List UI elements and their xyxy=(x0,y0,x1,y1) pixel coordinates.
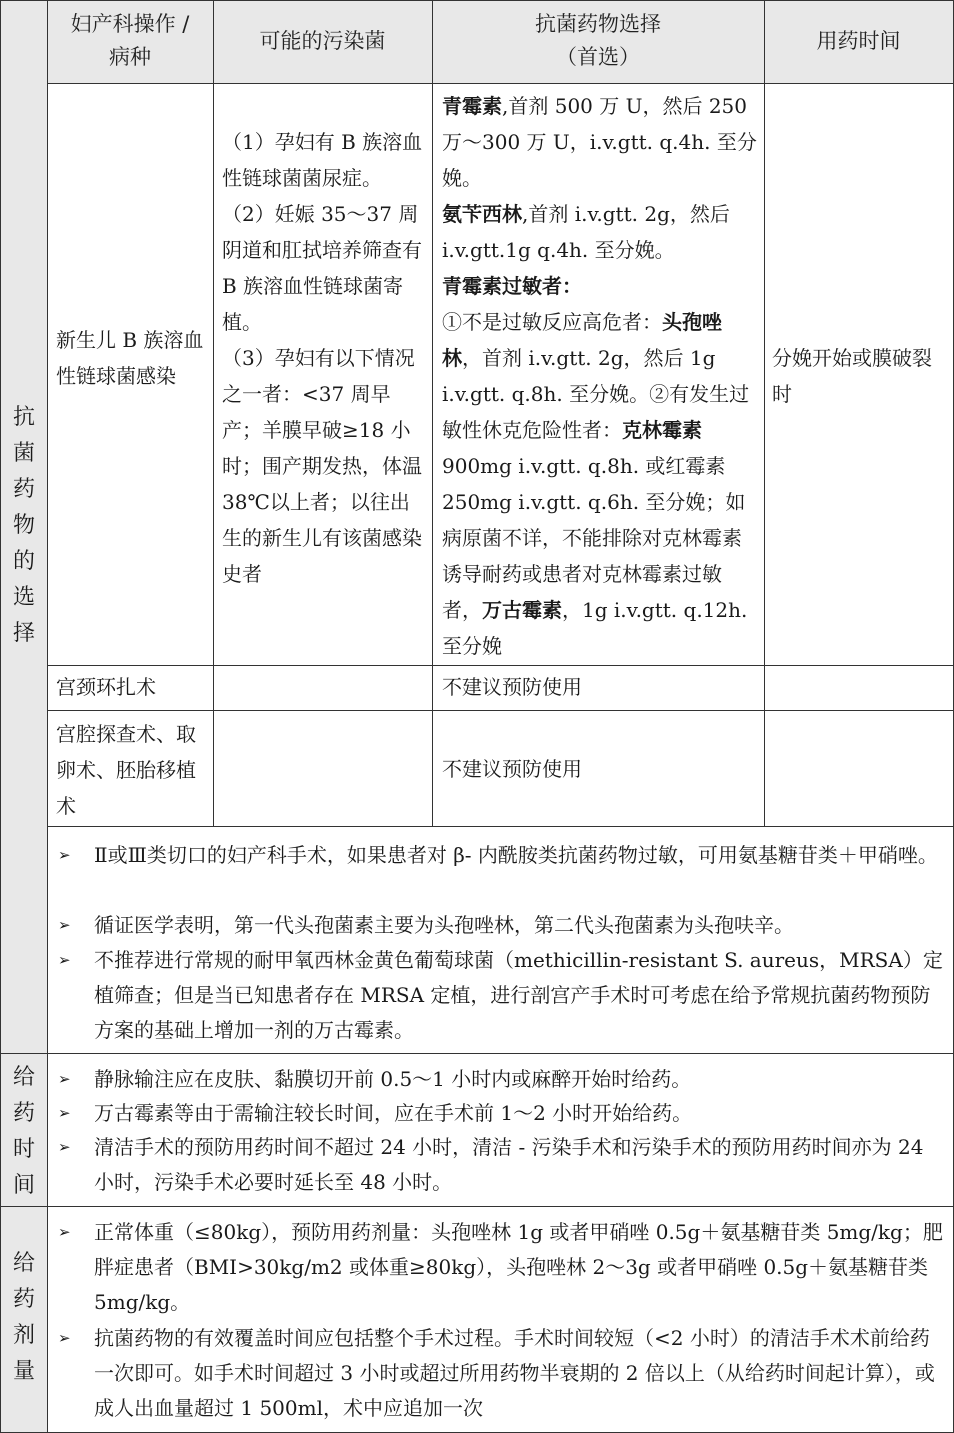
section-label-char: 药 xyxy=(12,477,35,502)
section-label-char: 给 xyxy=(12,1065,35,1090)
pathogen-item: （2）妊娠 35～37 周阴道和肛拭培养筛查有 B 族溶血性链球菌寄植。 xyxy=(222,202,422,334)
bullet-arrow-icon: ➢ xyxy=(58,951,71,969)
section-label-char: 给 xyxy=(12,1251,35,1276)
bullet-arrow-icon: ➢ xyxy=(58,1070,71,1088)
allergy-title: 青霉素过敏者： xyxy=(442,274,582,298)
note-item: ➢ 循证医学表明，第一代头孢菌素主要为头孢唑林，第二代头孢菌素为头孢呋辛。 xyxy=(58,908,946,943)
section-label-char: 间 xyxy=(12,1173,35,1198)
section-label-char: 量 xyxy=(12,1359,35,1384)
section-label-char: 时 xyxy=(12,1137,35,1162)
row-gbs-drugs xyxy=(442,88,758,664)
header-pathogens: 可能的污染菌 xyxy=(259,29,386,53)
header-timing: 用药时间 xyxy=(816,29,901,53)
bullet-arrow-icon: ➢ xyxy=(58,846,71,864)
header-procedure: 妇产科操作 / 病种 xyxy=(70,12,190,69)
section-label-drug-choice xyxy=(4,400,44,652)
drug-name-cefazolin: 头孢唑林 xyxy=(442,310,722,370)
note-item: ➢ 不推荐进行常规的耐甲氧西林金黄色葡萄球菌（methicillin-resistant S. aureus，MRSA）定植筛查；但是当已知患者存在 MRSA 定植，进行剖宫产手术时可考虑在给予常规抗菌药物预防方案的基础上增加一剂的万古霉素。 xyxy=(58,943,946,1048)
drug-name-ampicillin: 氨苄西林 xyxy=(442,202,522,226)
allergy-regimen: ①不是过敏反应高危者：头孢唑林，首剂 i.v.gtt. 2g，然后 1g i.v.gtt. q.8h. 至分娩。②有发生过敏性休克危险性者：克林霉素 900mg i.v.gtt. q.8h. 或红霉素 250mg i.v.gtt. q.6h. 至分娩；如病原菌不详，不能排除对克林霉素诱导耐药或患者对克林霉素过敏者，万古霉素，1g i.v.gtt. q.12h. 至分娩 xyxy=(442,310,750,658)
section-label-char: 药 xyxy=(12,1287,35,1312)
bullet-arrow-icon: ➢ xyxy=(58,1104,71,1122)
section-label-char: 择 xyxy=(12,621,35,646)
section-label-char: 药 xyxy=(12,1101,35,1126)
section-column-shading xyxy=(0,0,47,1433)
row-cerclage-drugs: 不建议预防使用 xyxy=(442,675,582,699)
section-label-char: 的 xyxy=(12,549,35,574)
header-drug-choice: 抗菌药物选择 （首选） xyxy=(535,12,661,69)
bullet-arrow-icon: ➢ xyxy=(58,1329,71,1347)
section-label-char: 选 xyxy=(12,585,35,610)
penicillin-regimen: 青霉素,首剂 500 万 U，然后 250 万～300 万 U，i.v.gtt. q.4h. 至分娩。 xyxy=(442,94,757,190)
ampicillin-regimen: 氨苄西林,首剂 i.v.gtt. 2g，然后 i.v.gtt.1g q.4h. 至分娩。 xyxy=(442,202,730,262)
row-cerclage-name: 宫颈环扎术 xyxy=(56,675,156,699)
dose-note-item: ➢ 抗菌药物的有效覆盖时间应包括整个手术过程。手术时间较短（<2 小时）的清洁手术术前给药一次即可。如手术时间超过 3 小时或超过所用药物半衰期的 2 倍以上（从给药时间起计算），或成人出血量超过 1 500ml，术中应追加一次 xyxy=(58,1321,946,1426)
row-ivf-drugs: 不建议预防使用 xyxy=(442,757,582,781)
dose-note-item: ➢ 正常体重（≤80kg），预防用药剂量：头孢唑林 1g 或者甲硝唑 0.5g＋氨基糖苷类 5mg/kg；肥胖症患者（BMI>30kg/m2 或体重≥80kg），头孢唑林 2～3g 或者甲硝唑 0.5g＋氨基糖苷类 5mg/kg。 xyxy=(58,1215,946,1320)
row-gbs-timing: 分娩开始或膜破裂时 xyxy=(772,346,932,406)
timing-note-item: ➢ 万古霉素等由于需输注较长时间，应在手术前 1～2 小时开始给药。 xyxy=(58,1096,946,1130)
timing-note-item: ➢ 清洁手术的预防用药时间不超过 24 小时，清洁 - 污染手术和污染手术的预防用药时间亦为 24 小时，污染手术必要时延长至 48 小时。 xyxy=(58,1130,946,1200)
row-gbs-pathogens xyxy=(222,124,426,592)
timing-note-item: ➢ 静脉输注应在皮肤、黏膜切开前 0.5～1 小时内或麻醉开始时给药。 xyxy=(58,1062,946,1096)
note-item: ➢ Ⅱ或Ⅲ类切口的妇产科手术，如果患者对 β- 内酰胺类抗菌药物过敏，可用氨基糖苷类＋甲硝唑。 xyxy=(58,838,946,908)
drug-name-vancomycin: 万古霉素 xyxy=(482,598,562,622)
pathogen-item: （1）孕妇有 B 族溶血性链球菌菌尿症。 xyxy=(222,130,423,190)
section-label-char: 物 xyxy=(12,513,35,538)
row-gbs-name: 新生儿 B 族溶血性链球菌感染 xyxy=(56,328,204,388)
drug-name-penicillin: 青霉素 xyxy=(442,94,502,118)
drug-name-clindamycin: 克林霉素 xyxy=(622,418,702,442)
bullet-arrow-icon: ➢ xyxy=(58,916,71,934)
section-label-dose xyxy=(4,1246,44,1390)
row-ivf-name: 宫腔探查术、取卵术、胚胎移植术 xyxy=(56,722,196,818)
section-label-timing xyxy=(4,1060,44,1204)
pathogen-item: （3）孕妇有以下情况之一者：<37 周早产；羊膜早破≥18 小时；围产期发热，体温 38℃以上者；以往出生的新生儿有该菌感染史者 xyxy=(222,346,422,586)
section-label-char: 剂 xyxy=(12,1323,35,1348)
section-label-char: 菌 xyxy=(12,441,35,466)
bullet-arrow-icon: ➢ xyxy=(58,1223,71,1241)
bullet-arrow-icon: ➢ xyxy=(58,1138,71,1156)
section-label-char: 抗 xyxy=(12,405,35,430)
